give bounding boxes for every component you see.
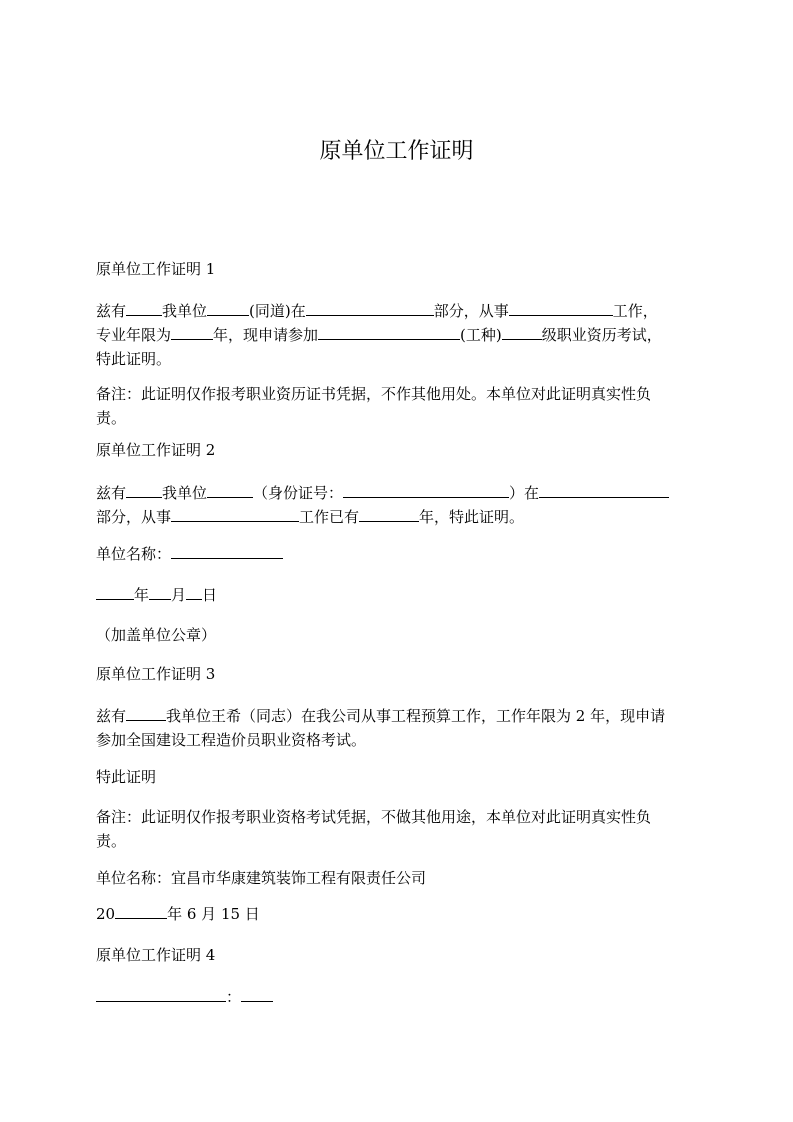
cert2-body [96, 481, 696, 529]
blank-unit-name[interactable] [171, 542, 283, 559]
blank-month[interactable] [149, 583, 171, 600]
cert1-heading: 原单位工作证明 1 [96, 260, 216, 278]
blank-field[interactable] [96, 985, 226, 1002]
cert4-line: ： [96, 985, 696, 1009]
blank-year-suffix[interactable] [115, 902, 167, 919]
blank-person[interactable] [207, 481, 253, 498]
cert2-line1: 兹有 我单位 （身份证号： ）在 [96, 481, 696, 505]
blank-id-number[interactable] [343, 481, 509, 498]
page-title: 原单位工作证明 [319, 139, 474, 164]
cert1-note: 备注：此证明仅作报考职业资历证书凭据，不作其他用处。本单位对此证明真实性负 责。 [96, 385, 652, 427]
blank-years[interactable] [171, 323, 213, 340]
blank-name[interactable] [126, 481, 162, 498]
cert4-heading: 原单位工作证明 4 [96, 946, 216, 964]
blank-job[interactable] [171, 505, 299, 522]
blank-level[interactable] [502, 323, 542, 340]
cert1-body [96, 299, 696, 371]
cert1-line1: 兹有 我单位 (同道)在 部分，从事 工作， [96, 299, 696, 323]
blank-exam[interactable] [318, 323, 460, 340]
blank-name[interactable] [126, 299, 162, 316]
blank-job[interactable] [509, 299, 613, 316]
cert2-heading: 原单位工作证明 2 [96, 441, 216, 459]
cert3-date-line: 20 年 6 月 15 日 [96, 902, 696, 926]
cert1-line3: 特此证明。 [96, 350, 172, 368]
cert3-note: 备注：此证明仅作报考职业资格考试凭据，不做其他用途，本单位对此证明真实性负 责。 [96, 808, 652, 850]
cert2-date-line: 年 月 日 [96, 583, 696, 607]
cert3-body [96, 704, 696, 752]
cert3-line1: 兹有 我单位王希（同志）在我公司从事工程预算工作，工作年限为 2 年，现申请 [96, 704, 696, 728]
cert2-unit-line: 单位名称： [96, 542, 696, 566]
blank-person[interactable] [207, 299, 249, 316]
blank-name[interactable] [126, 704, 166, 721]
cert3-line2: 参加全国建设工程造价员职业资格考试。 [96, 731, 367, 749]
blank-day[interactable] [186, 583, 202, 600]
blank-year[interactable] [96, 583, 134, 600]
blank-value[interactable] [241, 985, 273, 1002]
cert3-heading: 原单位工作证明 3 [96, 665, 216, 683]
cert2-line2: 部分，从事 工作已有 年，特此证明。 [96, 505, 696, 529]
blank-department[interactable] [306, 299, 434, 316]
blank-department[interactable] [539, 481, 669, 498]
cert3-unit-line: 单位名称：宜昌市华康建筑装饰工程有限责任公司 [96, 869, 427, 887]
cert2-seal-note: （加盖单位公章） [96, 626, 217, 644]
cert3-closing: 特此证明 [96, 768, 157, 786]
cert1-line2: 专业年限为 年，现申请参加 (工种) 级职业资历考试， [96, 323, 696, 347]
blank-years[interactable] [359, 505, 419, 522]
